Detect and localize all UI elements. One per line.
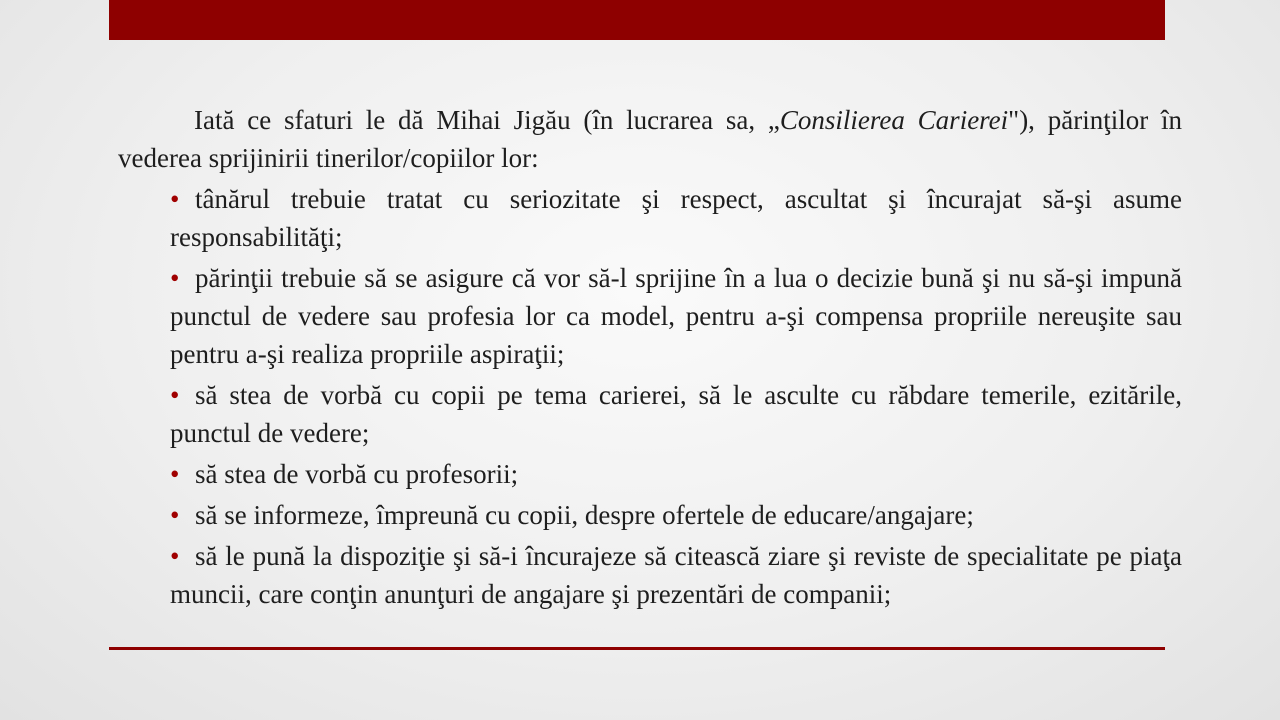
bullet-icon: •: [170, 500, 180, 530]
bullet-icon: •: [170, 459, 180, 489]
bottom-accent-rule: [109, 647, 1165, 650]
intro-paragraph: [118, 101, 1182, 177]
slide-content: [118, 101, 1182, 616]
book-title: Consilierea Carierei: [779, 105, 1009, 135]
list-item: [118, 376, 1182, 452]
intro-text-end: "), părinţilor în vederea sprijinirii tinerilor/copiilor lor:: [118, 105, 1182, 173]
bullet-icon: •: [170, 184, 180, 214]
list-item-text: tânărul trebuie tratat cu seriozitate şi respect, ascultat şi încurajat să-şi asume responsabilităţi;: [170, 184, 1182, 252]
intro-text-start: Iată ce sfaturi le dă Mihai Jigău (în lucrarea sa, „: [194, 105, 780, 135]
list-item: [118, 455, 1182, 493]
advice-list: [118, 180, 1182, 613]
list-item: [118, 537, 1182, 613]
bullet-icon: •: [170, 380, 180, 410]
list-item-text: să stea de vorbă cu profesorii;: [195, 459, 519, 489]
top-accent-bar: [109, 0, 1165, 40]
list-item-text: să se informeze, împreună cu copii, despre ofertele de educare/angajare;: [195, 500, 974, 530]
list-item: [118, 259, 1182, 373]
list-item: [118, 496, 1182, 534]
list-item-text: părinţii trebuie să se asigure că vor să-l sprijine în a lua o decizie bună şi nu să-şi impună punctul de vedere sau profesia lor ca model, pentru a-şi compensa propriile nereuşite sau pentru a-şi realiza propriile aspiraţii;: [170, 263, 1182, 369]
list-item-text: să le pună la dispoziţie şi să-i încurajeze să citească ziare şi reviste de specialitate pe piaţa muncii, care conţin anunţuri de angajare şi prezentări de companii;: [170, 541, 1182, 609]
bullet-icon: •: [170, 541, 180, 571]
list-item-text: să stea de vorbă cu copii pe tema carierei, să le asculte cu răbdare temerile, ezitările, punctul de vedere;: [170, 380, 1182, 448]
bullet-icon: •: [170, 263, 180, 293]
list-item: [118, 180, 1182, 256]
